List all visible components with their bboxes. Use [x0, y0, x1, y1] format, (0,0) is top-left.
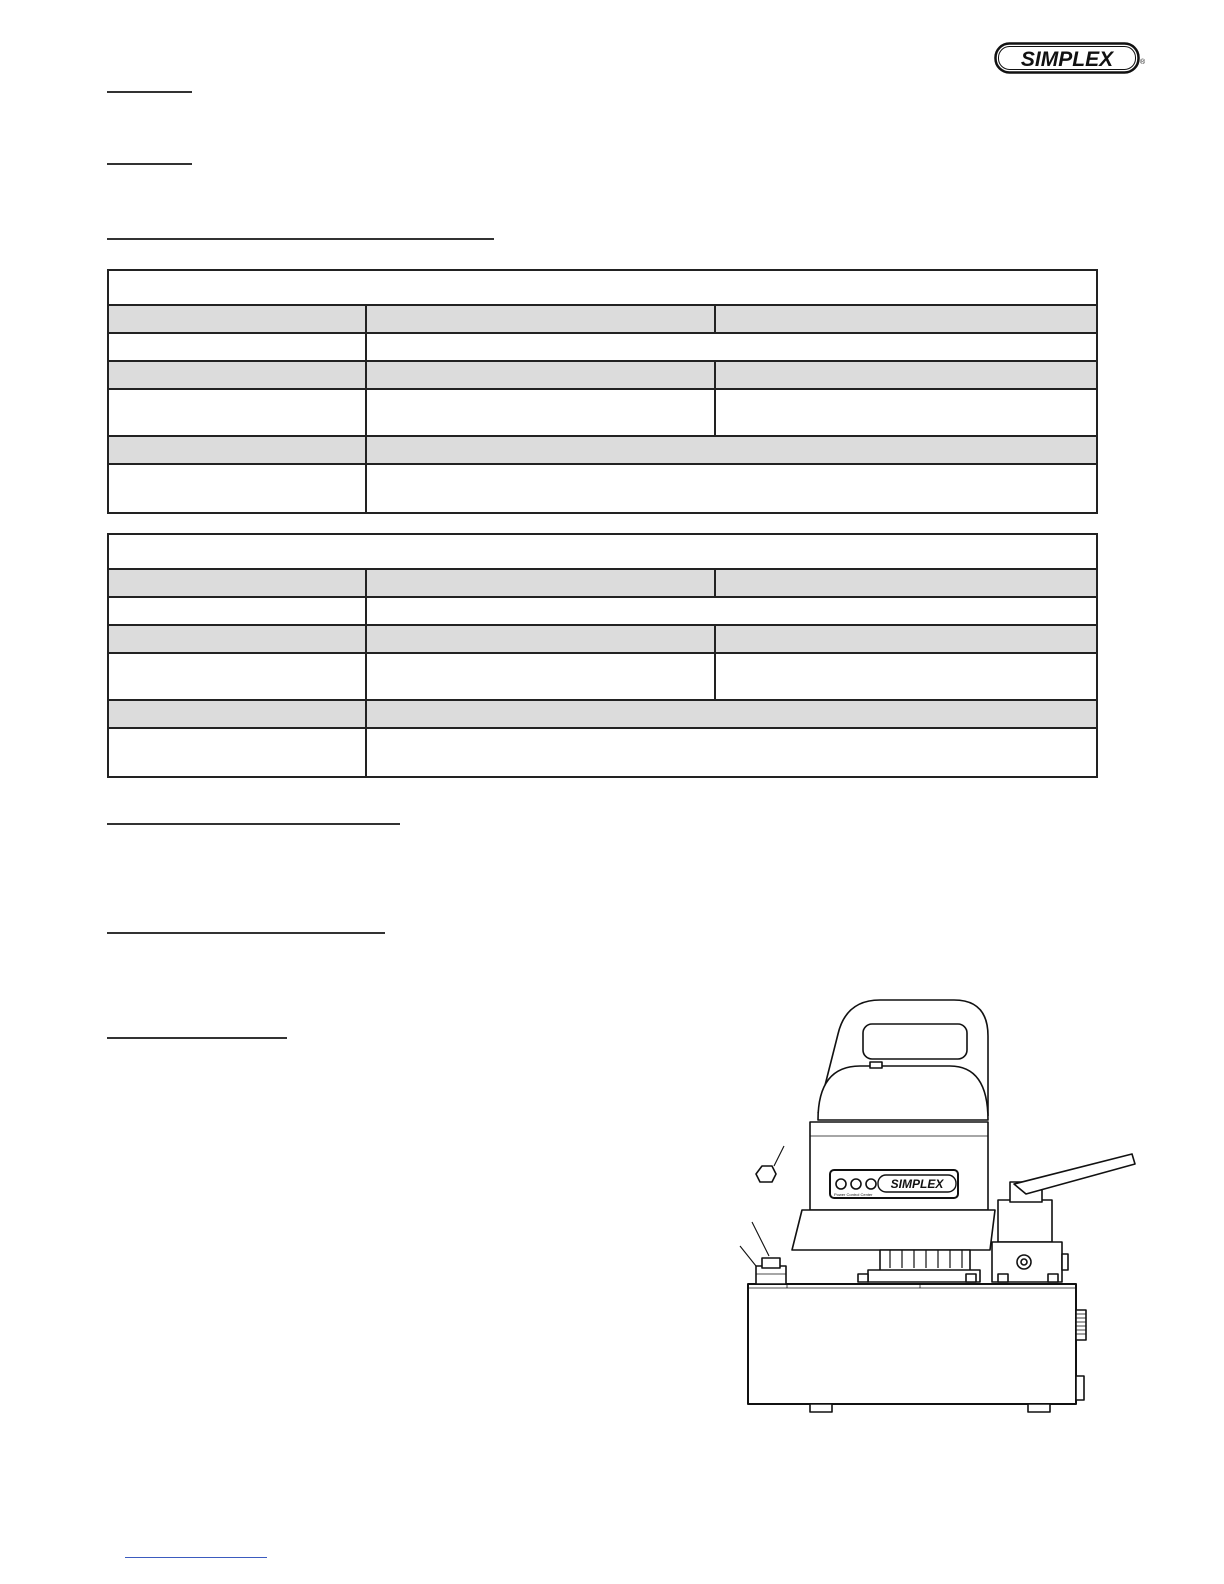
heading-underline-2: [107, 163, 192, 165]
heading-underline-1: [107, 91, 192, 93]
heading-underline-4: [107, 823, 400, 825]
table-row: [109, 654, 1096, 701]
table-header-row: [109, 570, 1096, 598]
electric-pump-illustration: [730, 996, 1140, 1421]
logo-wordmark: SIMPLEX: [1020, 48, 1114, 71]
spec-table-1: [107, 269, 1098, 514]
footer-link-underline[interactable]: [125, 1557, 267, 1558]
panel-logo: SIMPLEX: [890, 1177, 944, 1191]
table-row: [109, 390, 1096, 437]
power-control-panel: [830, 1170, 958, 1198]
table-row: [109, 465, 1096, 512]
spec-table-title: [109, 535, 1096, 570]
table-row: [109, 598, 1096, 626]
valve-assembly: [992, 1154, 1135, 1282]
simplex-logo: [994, 42, 1144, 74]
heading-underline-5: [107, 932, 385, 934]
table-header-row: [109, 626, 1096, 654]
table-header-row: [109, 306, 1096, 334]
table-header-row: [109, 701, 1096, 729]
spec-table-2: [107, 533, 1098, 778]
registered-mark: ®: [1140, 59, 1146, 66]
panel-caption: Power Control Center: [834, 1192, 873, 1197]
table-row: [109, 729, 1096, 776]
table-header-row: [109, 362, 1096, 390]
table-row: [109, 334, 1096, 362]
heading-underline-6: [107, 1037, 287, 1039]
spec-table-title: [109, 271, 1096, 306]
table-header-row: [109, 437, 1096, 465]
heading-underline-3: [107, 238, 494, 240]
